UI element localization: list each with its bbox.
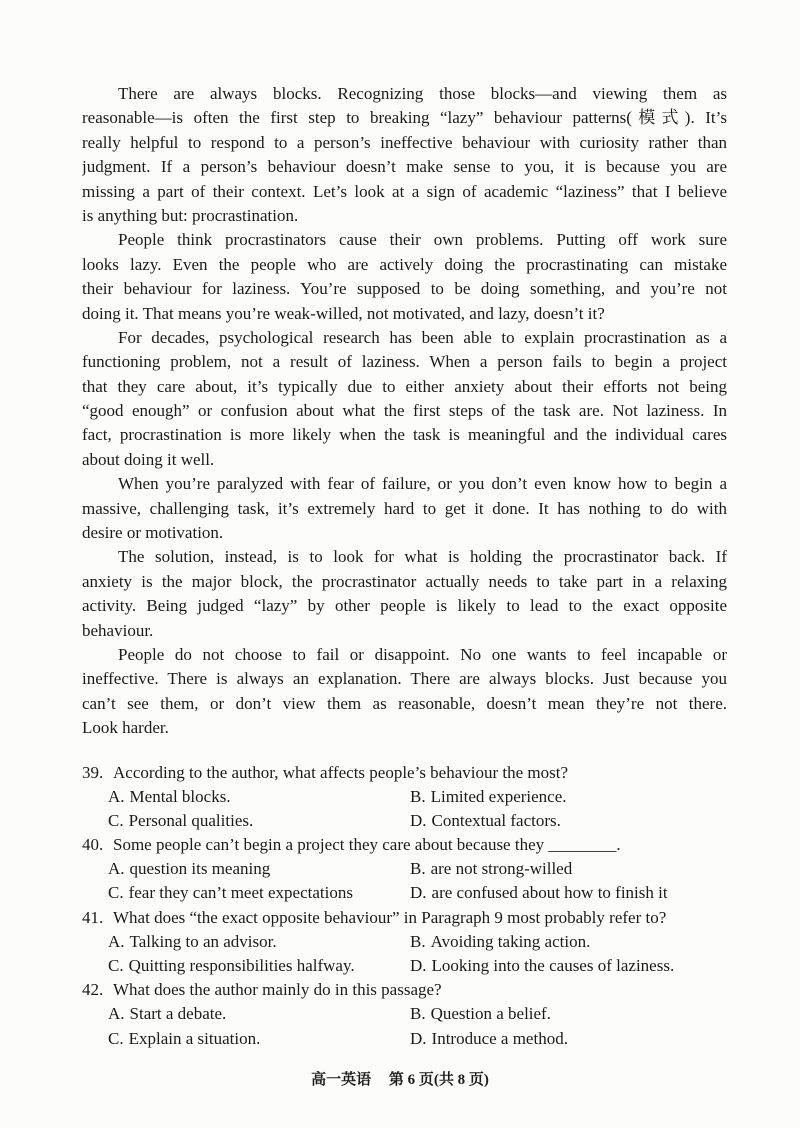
option-letter: C. <box>108 956 124 976</box>
option-letter: D. <box>410 956 427 976</box>
question-stem: What does “the exact opposite behaviour” in Paragraph 9 most probably refer to? <box>113 907 667 927</box>
answer-option <box>108 785 410 809</box>
answer-option <box>410 1027 727 1051</box>
answer-options <box>108 1002 727 1050</box>
passage-paragraph <box>82 228 727 326</box>
passage-line: The solution, instead, is to look for what is holding the procrastinator back. If <box>118 547 727 567</box>
question-stem-row <box>82 761 727 785</box>
option-letter: D. <box>410 810 427 830</box>
option-text: question its meaning <box>129 859 271 879</box>
option-text: Contextual factors. <box>431 810 561 830</box>
passage-line: activity. Being judged “lazy” by other people is likely to lead to the exact opposite <box>82 596 727 616</box>
answer-option <box>410 785 727 809</box>
question-number: 39. <box>82 762 104 782</box>
passage-line: Look harder. <box>82 718 169 738</box>
passage-line: anxiety is the major block, the procrastinator actually needs to take part in a relaxing <box>82 571 727 591</box>
option-text: are confused about how to finish it <box>431 883 668 903</box>
question-item <box>82 978 727 1051</box>
answer-option <box>410 1002 727 1026</box>
question-stem: What does the author mainly do in this passage? <box>113 980 442 1000</box>
passage-paragraph <box>82 326 727 472</box>
footer-page-number: 第 6 页(共 8 页) <box>388 1072 489 1088</box>
option-letter: D. <box>410 1028 427 1048</box>
option-letter: C. <box>108 1028 124 1048</box>
option-letter: C. <box>108 883 124 903</box>
passage-line: When you’re paralyzed with fear of failure, or you don’t even know how to begin a <box>118 474 727 494</box>
passage-line: their behaviour for laziness. You’re supposed to be doing something, and you’re not <box>82 279 727 299</box>
answer-option <box>108 1002 410 1026</box>
page-footer <box>0 1068 800 1092</box>
option-letter: A. <box>108 859 125 879</box>
passage-line: “good enough” or confusion about what the first steps of the task are. Not laziness. In <box>82 401 727 421</box>
answer-option <box>108 1027 410 1051</box>
option-letter: B. <box>410 1004 426 1024</box>
answer-options <box>108 930 727 978</box>
passage <box>82 82 727 741</box>
passage-line: doing it. That means you’re weak-willed, not motivated, and lazy, doesn’t it? <box>82 303 605 323</box>
option-text: Talking to an advisor. <box>129 931 277 951</box>
passage-line: ineffective. There is always an explanation. There are always blocks. Just because you <box>82 669 727 689</box>
passage-line: People do not choose to fail or disappoint. No one wants to feel incapable or <box>118 644 727 664</box>
question-stem-row <box>82 833 727 857</box>
option-text: Mental blocks. <box>129 786 231 806</box>
passage-line: functioning problem, not a result of laziness. When a person fails to begin a project <box>82 352 727 372</box>
passage-line: reasonable—is often the first step to breaking “lazy” behaviour patterns(模式). It’s <box>82 108 727 128</box>
option-text: Quitting responsibilities halfway. <box>128 956 355 976</box>
passage-line: looks lazy. Even the people who are actively doing the procrastinating can mistake <box>82 254 727 274</box>
option-text: are not strong-willed <box>430 859 573 879</box>
option-letter: C. <box>108 810 124 830</box>
question-item <box>82 761 727 834</box>
question-item <box>82 906 727 979</box>
option-letter: A. <box>108 1004 125 1024</box>
passage-paragraph <box>82 82 727 228</box>
answer-options <box>108 857 727 905</box>
passage-line: For decades, psychological research has been able to explain procrastination as a <box>118 327 727 347</box>
answer-option <box>410 930 727 954</box>
question-stem-row <box>82 978 727 1002</box>
option-text: Explain a situation. <box>128 1028 261 1048</box>
passage-line: There are always blocks. Recognizing those blocks—and viewing them as <box>118 84 727 103</box>
passage-line: is anything but: procrastination. <box>82 205 299 225</box>
answer-option <box>108 954 410 978</box>
passage-paragraph <box>82 545 727 643</box>
passage-line: People think procrastinators cause their own problems. Putting off work sure <box>118 230 727 250</box>
option-letter: A. <box>108 786 125 806</box>
option-text: fear they can’t meet expectations <box>128 883 353 903</box>
question-item <box>82 833 727 906</box>
passage-line: really helpful to respond to a person’s ineffective behaviour with curiosity rather than <box>82 132 727 152</box>
option-text: Start a debate. <box>129 1004 227 1024</box>
questions <box>82 761 727 1051</box>
exam-page <box>82 82 727 1051</box>
answer-option <box>108 857 410 881</box>
passage-line: massive, challenging task, it’s extremely hard to get it done. It has nothing to do with <box>82 498 727 518</box>
question-number: 41. <box>82 907 104 927</box>
option-text: Avoiding taking action. <box>430 931 591 951</box>
answer-option <box>108 881 410 905</box>
passage-line: desire or motivation. <box>82 523 224 543</box>
answer-option <box>410 809 727 833</box>
answer-option <box>410 954 727 978</box>
answer-option <box>410 881 727 905</box>
option-letter: A. <box>108 931 125 951</box>
option-letter: D. <box>410 883 427 903</box>
option-text: Introduce a method. <box>431 1028 568 1048</box>
option-letter: B. <box>410 859 426 879</box>
option-text: Personal qualities. <box>128 810 254 830</box>
passage-paragraph <box>82 472 727 545</box>
passage-line: missing a part of their context. Let’s look at a sign of academic “laziness” that I believe <box>82 181 727 201</box>
question-stem: Some people can’t begin a project they care about because they ________. <box>113 835 621 855</box>
answer-option <box>108 809 410 833</box>
answer-option <box>410 857 727 881</box>
passage-line: behaviour. <box>82 620 154 640</box>
passage-paragraph <box>82 643 727 741</box>
option-text: Looking into the causes of laziness. <box>431 956 675 976</box>
question-stem: According to the author, what affects people’s behaviour the most? <box>113 762 569 782</box>
question-stem-row <box>82 906 727 930</box>
option-text: Question a belief. <box>430 1004 551 1024</box>
passage-line: about doing it well. <box>82 449 215 469</box>
passage-line: judgment. If a person’s behaviour doesn’t make sense to you, it is because you are <box>82 157 727 177</box>
passage-line: fact, procrastination is more likely when the task is meaningful and the individual cares <box>82 425 727 445</box>
question-number: 40. <box>82 835 104 855</box>
option-letter: B. <box>410 786 426 806</box>
answer-option <box>108 930 410 954</box>
option-text: Limited experience. <box>430 786 567 806</box>
option-letter: B. <box>410 931 426 951</box>
passage-line: that they care about, it’s typically due to either anxiety about their efforts not being <box>82 376 727 396</box>
answer-options <box>108 785 727 833</box>
passage-line: can’t see them, or don’t view them as reasonable, doesn’t mean they’re not there. <box>82 693 727 713</box>
question-number: 42. <box>82 980 104 1000</box>
footer-subject: 高一英语 <box>311 1072 372 1088</box>
